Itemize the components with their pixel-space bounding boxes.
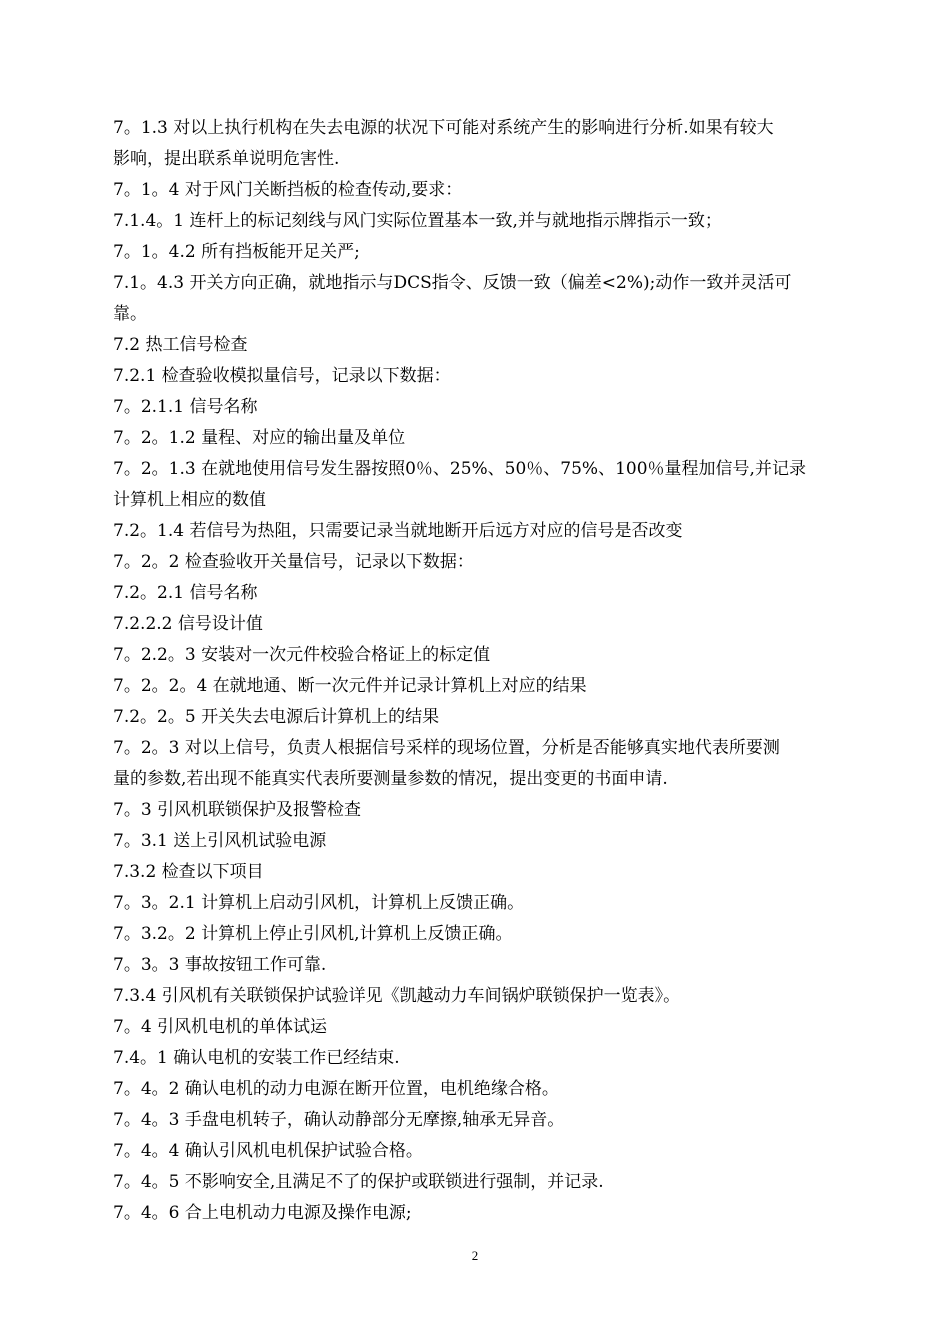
text-line: 7。2。2 检查验收开关量信号，记录以下数据： xyxy=(113,552,474,572)
text-line: 7.1.4。1 连杆上的标记刻线与风门实际位置基本一致,并与就地指示牌指示一致； xyxy=(113,211,722,231)
text-line: 计算机上相应的数值 xyxy=(113,490,266,510)
text-line: 7。1.3 对以上执行机构在失去电源的状况下可能对系统产生的影响进行分析.如果有较大 xyxy=(113,118,774,138)
text-line: 7。4。2 确认电机的动力电源在断开位置，电机绝缘合格。 xyxy=(113,1079,559,1099)
page-number: 2 xyxy=(471,1248,479,1263)
text-line: 7。3.1 送上引风机试验电源 xyxy=(113,831,327,851)
text-line: 7。2。2。4 在就地通、断一次元件并记录计算机上对应的结果 xyxy=(113,676,587,696)
text-line: 7.2.1 检查验收模拟量信号，记录以下数据： xyxy=(113,366,451,386)
text-line: 7。3。3 事故按钮工作可靠. xyxy=(113,955,327,975)
text-line: 7。2.2。3 安装对一次元件校验合格证上的标定值 xyxy=(113,645,491,665)
text-line: 7。3.2。2 计算机上停止引风机,计算机上反馈正确。 xyxy=(113,924,513,944)
text-line: 影响，提出联系单说明危害性. xyxy=(113,149,340,169)
text-line: 7.2 热工信号检查 xyxy=(113,335,248,355)
text-line: 7.4。1 确认电机的安装工作已经结束. xyxy=(113,1048,400,1068)
body-text xyxy=(113,113,863,1229)
text-line: 靠。 xyxy=(113,304,147,324)
text-line: 量的参数,若出现不能真实代表所要测量参数的情况，提出变更的书面申请. xyxy=(113,769,668,789)
text-line: 7.2。1.4 若信号为热阻，只需要记录当就地断开后远方对应的信号是否改变 xyxy=(113,521,683,541)
text-line: 7。2。3 对以上信号，负责人根据信号采样的现场位置，分析是否能够真实地代表所要测 xyxy=(113,738,780,758)
text-line: 7。4 引风机电机的单体试运 xyxy=(113,1017,328,1037)
text-line: 7。1。4 对于风门关断挡板的检查传动,要求： xyxy=(113,180,463,200)
text-line: 7.2。2.1 信号名称 xyxy=(113,583,258,603)
text-line: 7。3 引风机联锁保护及报警检查 xyxy=(113,800,362,820)
text-line: 7.2.2.2 信号设计值 xyxy=(113,614,263,634)
text-line: 7。4。6 合上电机动力电源及操作电源; xyxy=(113,1203,412,1223)
text-line: 7。4。4 确认引风机电机保护试验合格。 xyxy=(113,1141,423,1161)
text-line: 7.3.4 引风机有关联锁保护试验详见《凯越动力车间锅炉联锁保护一览表》。 xyxy=(113,986,681,1006)
text-line: 7。1。4.2 所有挡板能开足关严; xyxy=(113,242,360,262)
text-line: 7。2。1.3 在就地使用信号发生器按照0％、25%、50％、75%、100％量程加信号,并记录 xyxy=(113,459,806,479)
text-line: 7.2。2。5 开关失去电源后计算机上的结果 xyxy=(113,707,440,727)
text-line: 7。4。5 不影响安全,且满足不了的保护或联锁进行强制，并记录. xyxy=(113,1172,604,1192)
text-line: 7。4。3 手盘电机转子，确认动静部分无摩擦,轴承无异音。 xyxy=(113,1110,565,1130)
text-line: 7.3.2 检查以下项目 xyxy=(113,862,264,882)
text-line: 7。2。1.2 量程、对应的输出量及单位 xyxy=(113,428,406,448)
text-line: 7.1。4.3 开关方向正确，就地指示与DCS指令、反馈一致（偏差<2%);动作一致并灵活可 xyxy=(113,273,792,293)
text-line: 7。2.1.1 信号名称 xyxy=(113,397,258,417)
text-line: 7。3。2.1 计算机上启动引风机，计算机上反馈正确。 xyxy=(113,893,525,913)
